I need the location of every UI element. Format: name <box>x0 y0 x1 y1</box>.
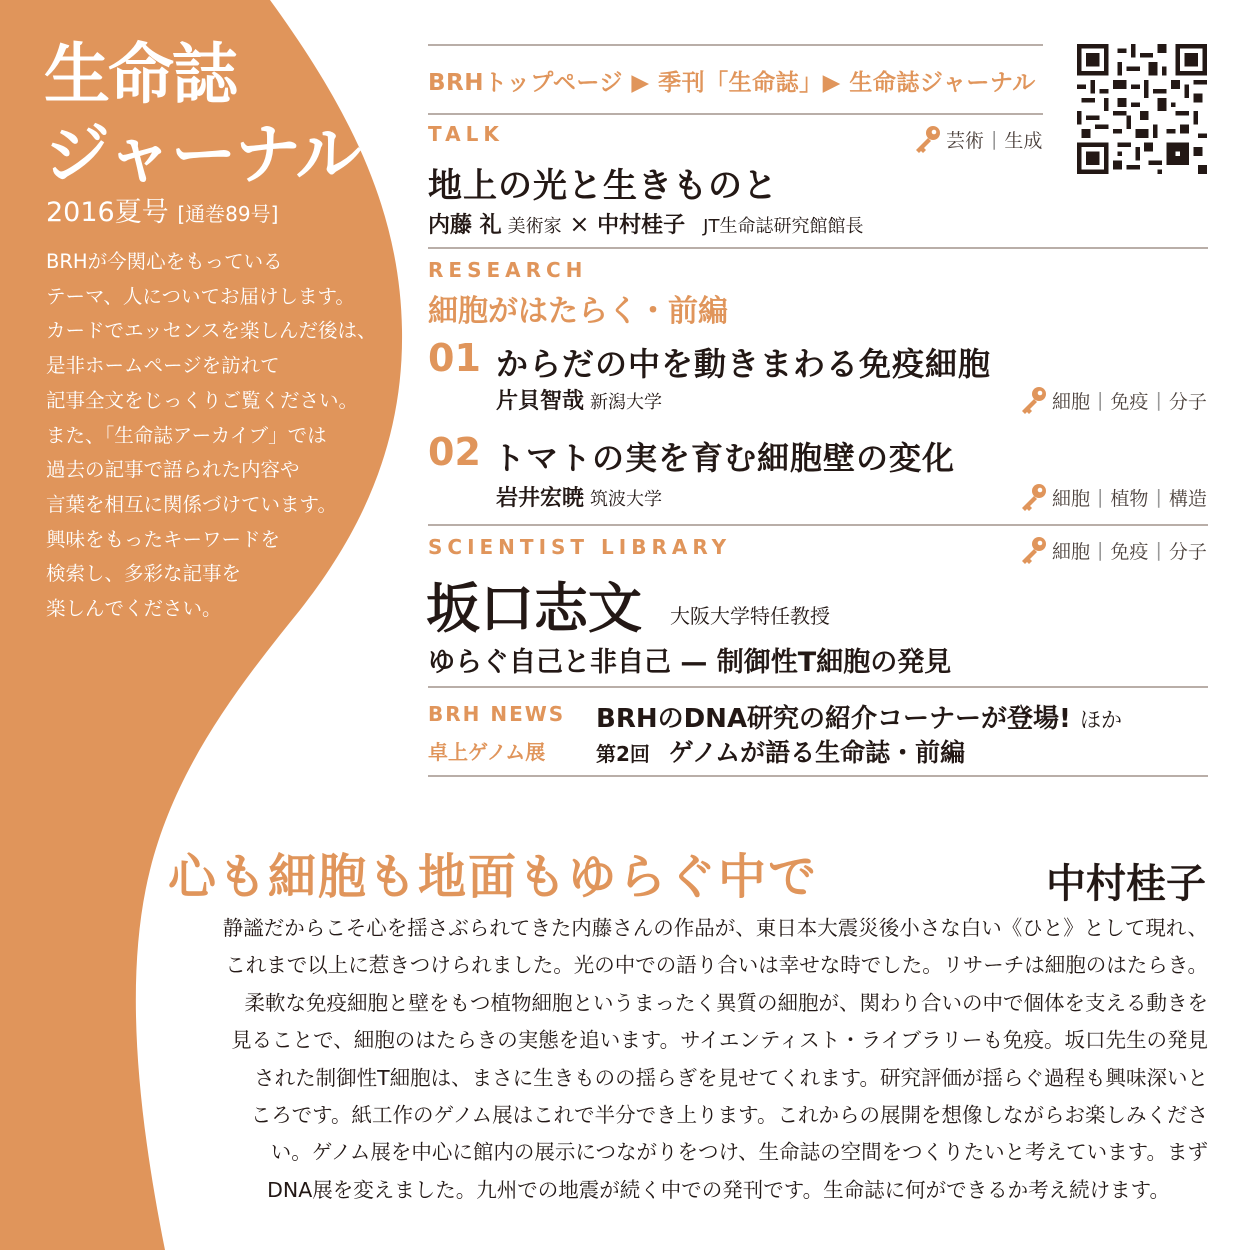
breadcrumb[interactable]: BRHトップページ ▶ 季刊「生命誌」▶ 生命誌ジャーナル <box>428 70 1036 96</box>
genome-exhibit-label: 卓上ゲノム展 <box>428 740 546 764</box>
keyword[interactable]: 細胞 <box>1052 540 1091 563</box>
research-affiliation: 新潟大学 <box>590 392 663 413</box>
divider <box>428 686 1208 688</box>
intro-line: カードでエッセンスを楽しんだ後は、 <box>46 319 377 343</box>
qr-code-icon[interactable] <box>1077 44 1207 174</box>
genome-exhibit-title: ゲノムが語る生命誌・前編 <box>668 738 966 767</box>
issue-volume: [通巻89号] <box>177 202 279 226</box>
section-label-library: SCIENTIST LIBRARY <box>428 535 732 559</box>
intro-text <box>46 245 376 627</box>
keyword[interactable]: 細胞 <box>1052 390 1091 413</box>
magazine-title-line2: ジャーナル <box>44 115 360 193</box>
divider <box>428 247 1208 249</box>
essay-line: 柔軟な免疫細胞と壁をもつ植物細胞というまったく異質の細胞が、関わり合いの中で個体を支える動きを <box>244 990 1208 1015</box>
essay-line: 見ることで、細胞のはたらきの実態を追います。サイエンティスト・ライブラリーも免疫。坂口先生の発見 <box>231 1028 1208 1053</box>
essay-line: された制御性T細胞は、まさに生きものの揺らぎを見せてくれます。研究評価が揺らぐ過程も興味深いと <box>254 1065 1208 1090</box>
talk-person-role: JT生命誌研究館館長 <box>703 216 864 237</box>
talk-person-role: 美術家 <box>507 216 562 237</box>
essay-line: 静謐だからこそ心を揺さぶられてきた内藤さんの作品が、東日本大震災後小さな白い《ひと》として現れ、 <box>222 916 1208 940</box>
talk-keywords[interactable]: 芸術 | 生成 <box>912 124 1042 154</box>
keyword[interactable]: 植物 <box>1110 487 1149 510</box>
research-affiliation: 筑波大学 <box>590 489 663 510</box>
research-number: 01 <box>428 336 481 380</box>
essay-title: 心も細胞も地面もゆらぐ中で <box>168 849 819 905</box>
talk-person: 中村桂子 <box>597 213 686 238</box>
intro-line: テーマ、人についてお届けします。 <box>46 284 355 308</box>
intro-line: 楽しんでください。 <box>46 597 222 621</box>
intro-line: 言葉を相互に関係づけています。 <box>46 492 337 516</box>
keyword[interactable]: 芸術 <box>946 129 985 152</box>
essay-line: DNA展を変えました。九州での地震が続く中での発刊です。生命誌に何ができるか考え続けます。 <box>267 1177 1170 1202</box>
research-number: 02 <box>428 430 481 474</box>
genome-exhibit-number: 第2回 <box>596 742 650 766</box>
research-keywords[interactable]: 細胞 | 免疫 | 分子 <box>1018 385 1207 415</box>
genome-exhibit-item[interactable] <box>596 733 965 769</box>
key-icon <box>912 124 942 154</box>
research-title[interactable]: からだの中を動きまわる免疫細胞 <box>496 345 992 383</box>
library-keywords[interactable]: 細胞 | 免疫 | 分子 <box>1018 535 1207 565</box>
section-label-research: RESEARCH <box>428 258 588 282</box>
intro-line: また、「生命誌アーカイブ」では <box>46 423 327 447</box>
intro-line: 興味をもったキーワードを <box>46 527 281 551</box>
intro-line: 過去の記事で語られた内容や <box>46 458 300 482</box>
essay-body <box>150 910 1208 1209</box>
news-headline: BRHのDNA研究の紹介コーナーが登場! <box>596 704 1071 734</box>
news-suffix: ほか <box>1079 708 1122 732</box>
keyword[interactable]: 構造 <box>1168 487 1207 510</box>
library-position: 大阪大学特任教授 <box>670 604 830 628</box>
research-subtitle: 細胞がはたらく・前編 <box>428 294 728 329</box>
key-icon <box>1018 535 1048 565</box>
issue-label <box>46 190 278 229</box>
library-scientist-name[interactable]: 坂口志文 <box>426 576 642 640</box>
keyword[interactable]: 分子 <box>1168 390 1207 413</box>
intro-line: 検索し、多彩な記事を <box>46 562 242 586</box>
research-author: 片貝智哉 <box>496 389 585 414</box>
divider <box>428 524 1208 526</box>
divider <box>428 113 1043 115</box>
talk-person: 内藤 礼 <box>428 213 502 238</box>
intro-line: BRHが今関心をもっている <box>46 250 283 273</box>
divider <box>428 775 1208 777</box>
research-byline <box>496 481 662 512</box>
news-item[interactable] <box>596 698 1122 735</box>
intro-line: 記事全文をじっくりご覧ください。 <box>46 388 359 412</box>
research-author: 岩井宏暁 <box>496 486 585 511</box>
issue-season: 2016夏号 <box>46 197 169 228</box>
keyword[interactable]: 免疫 <box>1110 390 1149 413</box>
key-icon <box>1018 482 1048 512</box>
keyword[interactable]: 分子 <box>1168 540 1207 563</box>
essay-author: 中村桂子 <box>1046 860 1206 907</box>
library-subtitle[interactable]: ゆらぐ自己と非自己 — 制御性T細胞の発見 <box>428 647 952 678</box>
talk-title[interactable]: 地上の光と生きものと <box>428 166 778 206</box>
news-label: BRH NEWS <box>428 702 566 726</box>
essay-line: これまで以上に惹きつけられました。光の中での語り合いは幸せな時でした。リサーチは細胞のはたらき。 <box>225 953 1208 978</box>
research-byline <box>496 384 662 415</box>
keyword[interactable]: 免疫 <box>1110 540 1149 563</box>
magazine-title-line1: 生命誌 <box>44 35 236 113</box>
talk-byline <box>428 208 863 239</box>
keyword[interactable]: 細胞 <box>1052 487 1091 510</box>
divider <box>428 44 1043 46</box>
section-label-talk: TALK <box>428 122 504 146</box>
key-icon <box>1018 385 1048 415</box>
essay-line: ころです。紙工作のゲノム展はこれで半分でき上ります。これからの展開を想像しながらお楽しみくださ <box>250 1103 1208 1128</box>
magazine-title <box>44 34 359 194</box>
essay-line: い。ゲノム展を中心に館内の展示につながりをつけ、生命誌の空間をつくりたいと考えています。まず <box>270 1140 1208 1165</box>
intro-line: 是非ホームページを訪れて <box>46 354 280 378</box>
research-keywords[interactable]: 細胞 | 植物 | 構造 <box>1018 482 1207 512</box>
cross-mark: × <box>569 210 590 238</box>
keyword[interactable]: 生成 <box>1004 129 1043 152</box>
research-title[interactable]: トマトの実を育む細胞壁の変化 <box>493 439 956 477</box>
